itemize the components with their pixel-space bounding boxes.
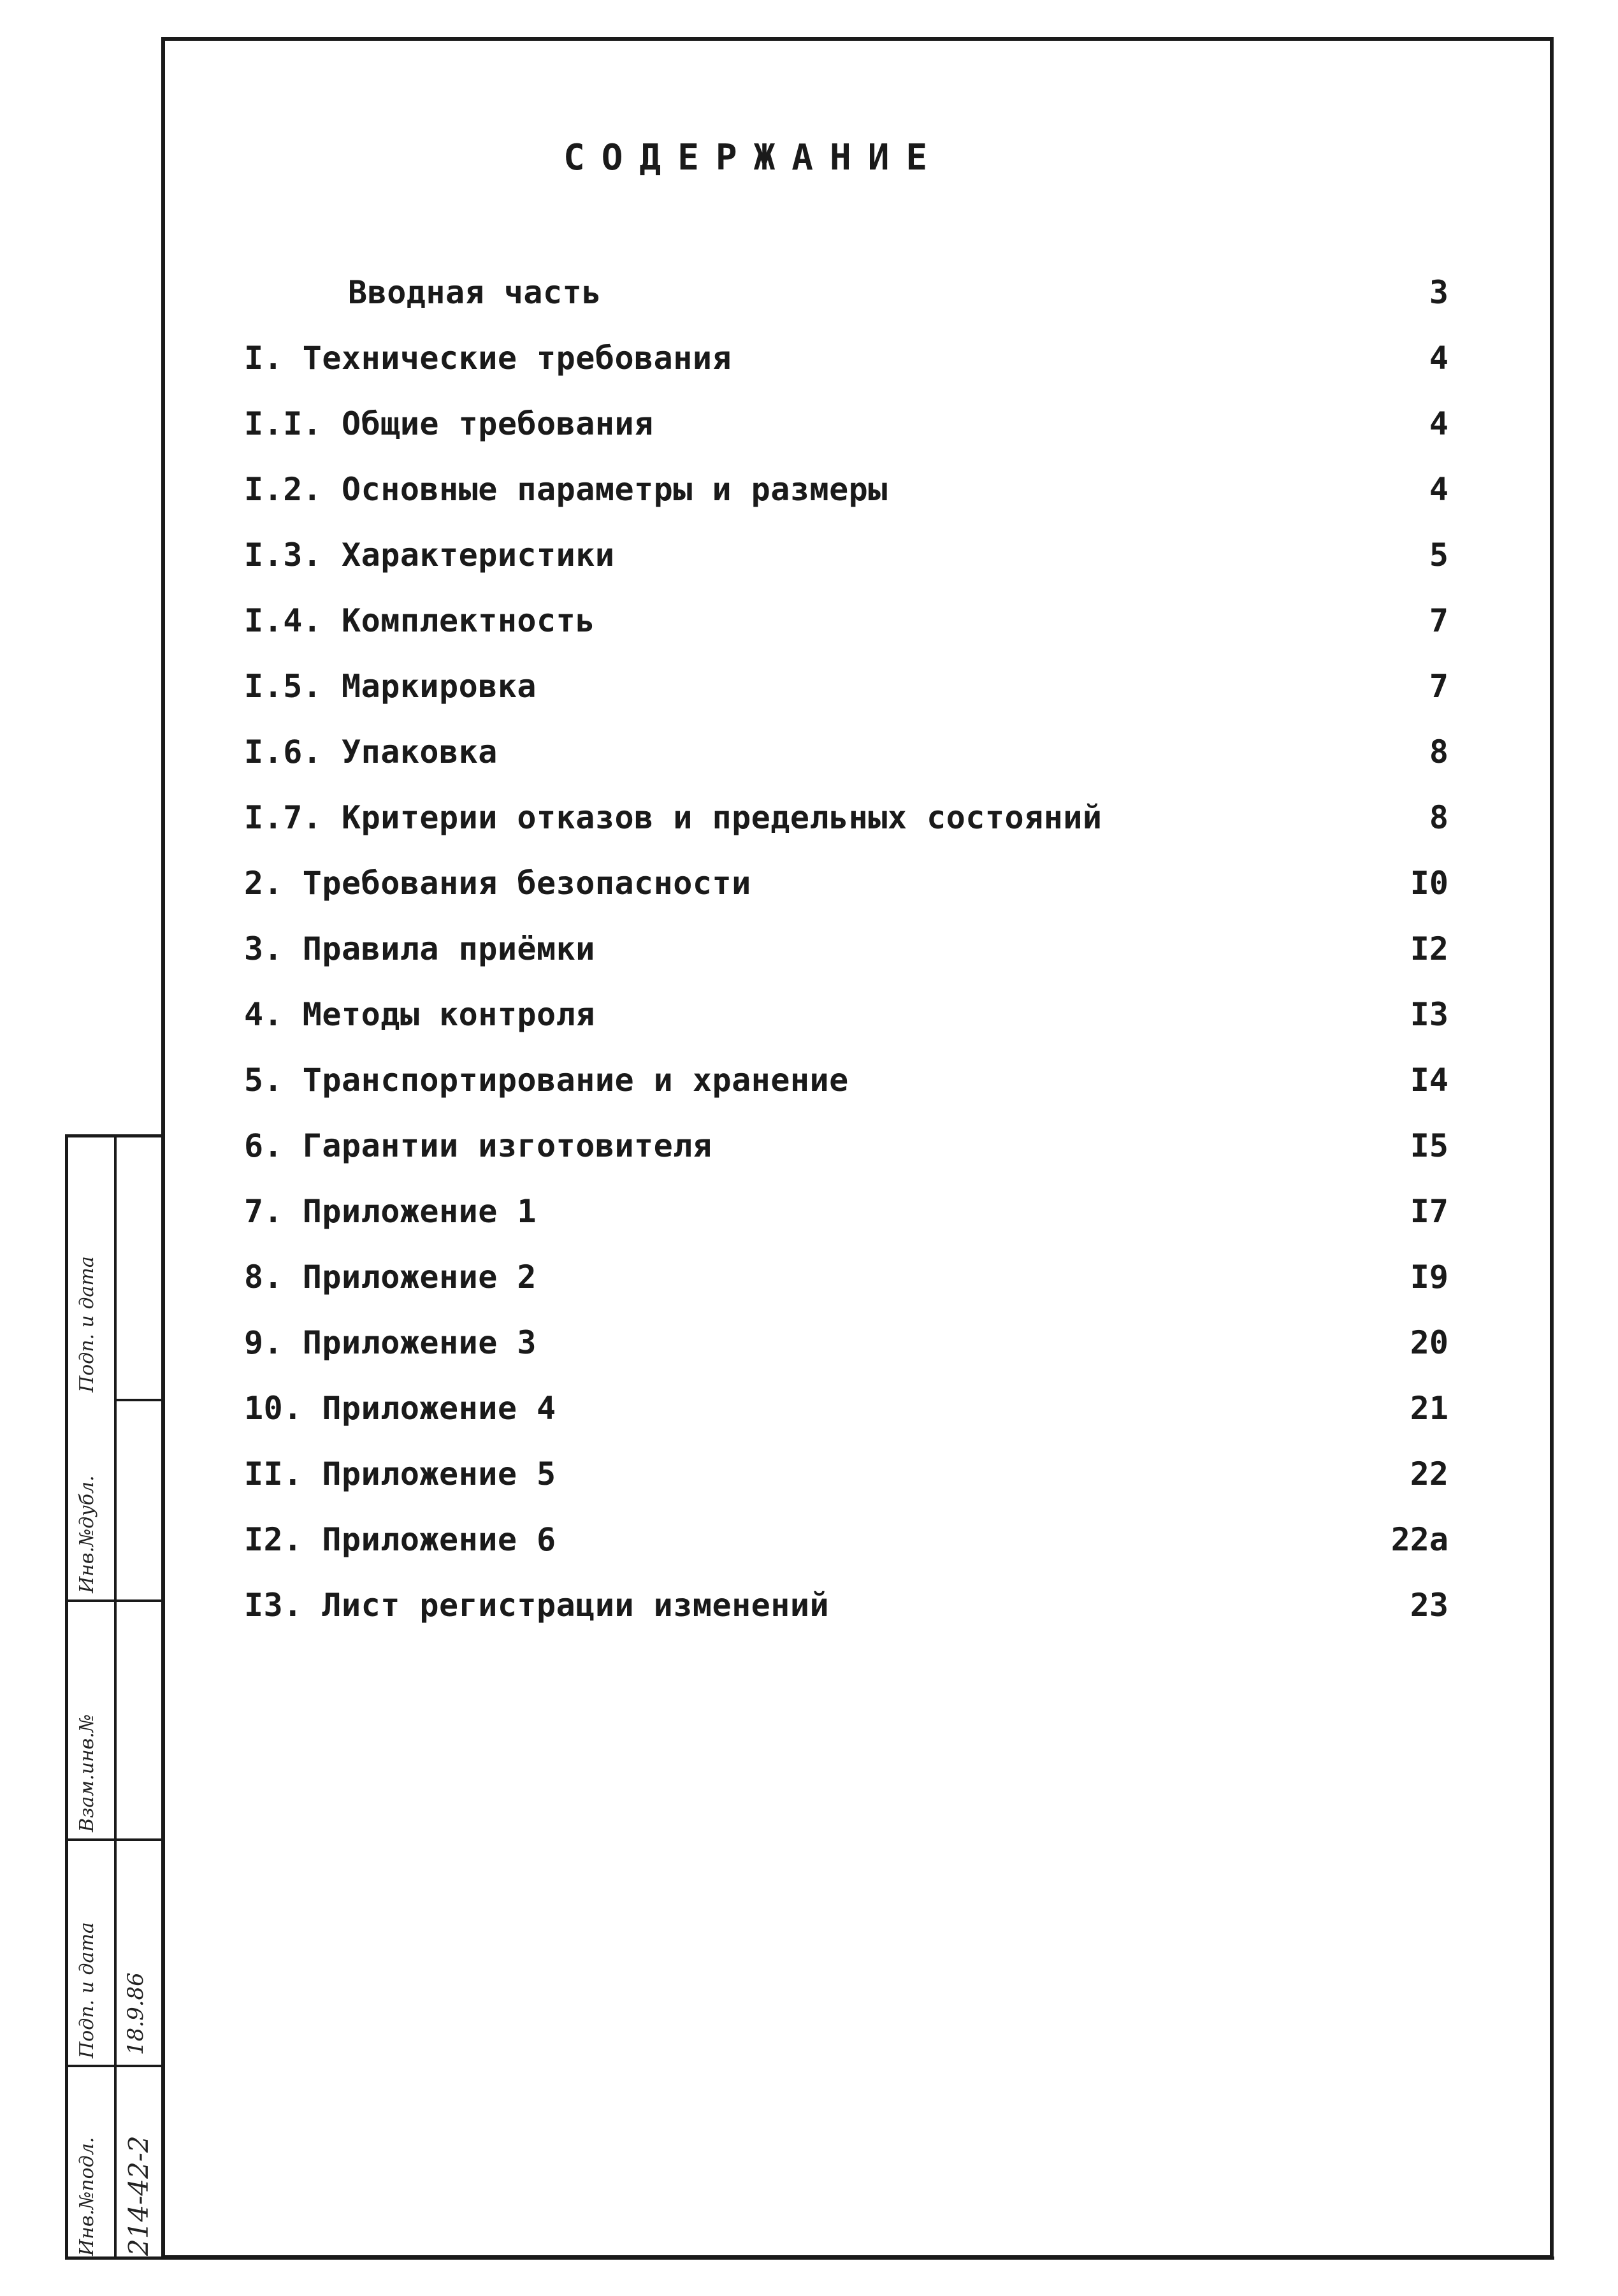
toc-row (244, 668, 1448, 712)
toc-row (244, 1193, 1448, 1238)
toc-label: I. Технические требования (244, 340, 732, 377)
toc-label: I3. Лист регистрации изменений (244, 1587, 830, 1624)
toc-row (244, 274, 1448, 319)
stamp-inv-dubl-label: Инв.№дубл. (76, 1475, 98, 1593)
toc-page-number: I0 (1410, 865, 1448, 902)
toc-row (244, 1062, 1448, 1106)
toc-page-number: 8 (1429, 799, 1448, 836)
stamp-sign-date-value: 18.9.86 (123, 1972, 148, 2055)
toc-label: I.5. Маркировка (244, 668, 537, 705)
toc-label: 9. Приложение 3 (244, 1324, 537, 1361)
toc-label: I.I. Общие требования (244, 405, 654, 442)
toc-row (244, 1521, 1448, 1566)
bottom-border (65, 2256, 1554, 2260)
toc-label: 10. Приложение 4 (244, 1390, 556, 1427)
stamp-vzam-label: Взам.инв.№ (76, 1714, 98, 1832)
toc-row (244, 1259, 1448, 1303)
toc-row (244, 865, 1448, 909)
toc-row (244, 1390, 1448, 1434)
page-title: СОДЕРЖАНИЕ (563, 137, 944, 178)
toc-page-number: 7 (1429, 602, 1448, 639)
stamp-podp-label: Подп. и дата (76, 1256, 98, 1392)
toc-label: I.4. Комплектность (244, 602, 595, 639)
toc-row (244, 799, 1448, 844)
toc-page-number: 7 (1429, 668, 1448, 705)
toc-row (244, 930, 1448, 975)
toc-page-number: 3 (1429, 274, 1448, 311)
toc-row (244, 1324, 1448, 1369)
stamp-divider (68, 1838, 162, 1841)
toc-label: Вводная часть (348, 274, 602, 311)
toc-page-number: 5 (1429, 537, 1448, 574)
toc-label: 7. Приложение 1 (244, 1193, 537, 1230)
toc-row (244, 405, 1448, 450)
toc-page-number: 23 (1410, 1587, 1448, 1624)
stamp-doc-number: 214-42-2 (123, 2135, 154, 2256)
toc-label: I.3. Характеристики (244, 537, 615, 574)
stamp-divider (114, 1137, 117, 2259)
toc-label: I.6. Упаковка (244, 733, 498, 770)
toc-page-number: 4 (1429, 405, 1448, 442)
toc-page-number: I3 (1410, 996, 1448, 1033)
toc-page-number: 20 (1410, 1324, 1448, 1361)
toc-row (244, 996, 1448, 1041)
toc-row (244, 733, 1448, 778)
toc-row (244, 537, 1448, 581)
toc-page-number: 4 (1429, 471, 1448, 508)
stamp-divider (68, 2065, 162, 2067)
toc-row (244, 471, 1448, 516)
toc-label: 4. Методы контроля (244, 996, 595, 1033)
toc-row (244, 1127, 1448, 1172)
toc-page-number: 8 (1429, 733, 1448, 770)
toc-label: I.2. Основные параметры и размеры (244, 471, 888, 508)
toc-label: 3. Правила приёмки (244, 930, 595, 967)
toc-label: I2. Приложение 6 (244, 1521, 556, 1558)
stamp-divider (68, 1599, 162, 1602)
toc-row (244, 1587, 1448, 1631)
toc-page-number: I4 (1410, 1062, 1448, 1099)
toc-row (244, 1455, 1448, 1500)
side-stamp (65, 1134, 162, 2259)
toc-page-number: I2 (1410, 930, 1448, 967)
stamp-inv-label: Инв.№подл. (76, 2137, 98, 2256)
toc-page-number: I7 (1410, 1193, 1448, 1230)
toc-row (244, 340, 1448, 384)
stamp-divider (114, 1399, 165, 1401)
toc-page-number: I9 (1410, 1259, 1448, 1296)
stamp-sign-date-label: Подп. и дата (76, 1922, 98, 2058)
toc-page-number: 21 (1410, 1390, 1448, 1427)
toc-page-number: 22 (1410, 1455, 1448, 1492)
toc-row (244, 602, 1448, 647)
toc-label: 2. Требования безопасности (244, 865, 751, 902)
toc-label: 8. Приложение 2 (244, 1259, 537, 1296)
toc-label: I.7. Критерии отказов и предельных состояний (244, 799, 1102, 836)
toc-page-number: 22a (1390, 1521, 1448, 1558)
toc-label: II. Приложение 5 (244, 1455, 556, 1492)
toc-page-number: 4 (1429, 340, 1448, 377)
toc-label: 6. Гарантии изготовителя (244, 1127, 712, 1164)
toc-page-number: I5 (1410, 1127, 1448, 1164)
toc-label: 5. Транспортирование и хранение (244, 1062, 849, 1099)
